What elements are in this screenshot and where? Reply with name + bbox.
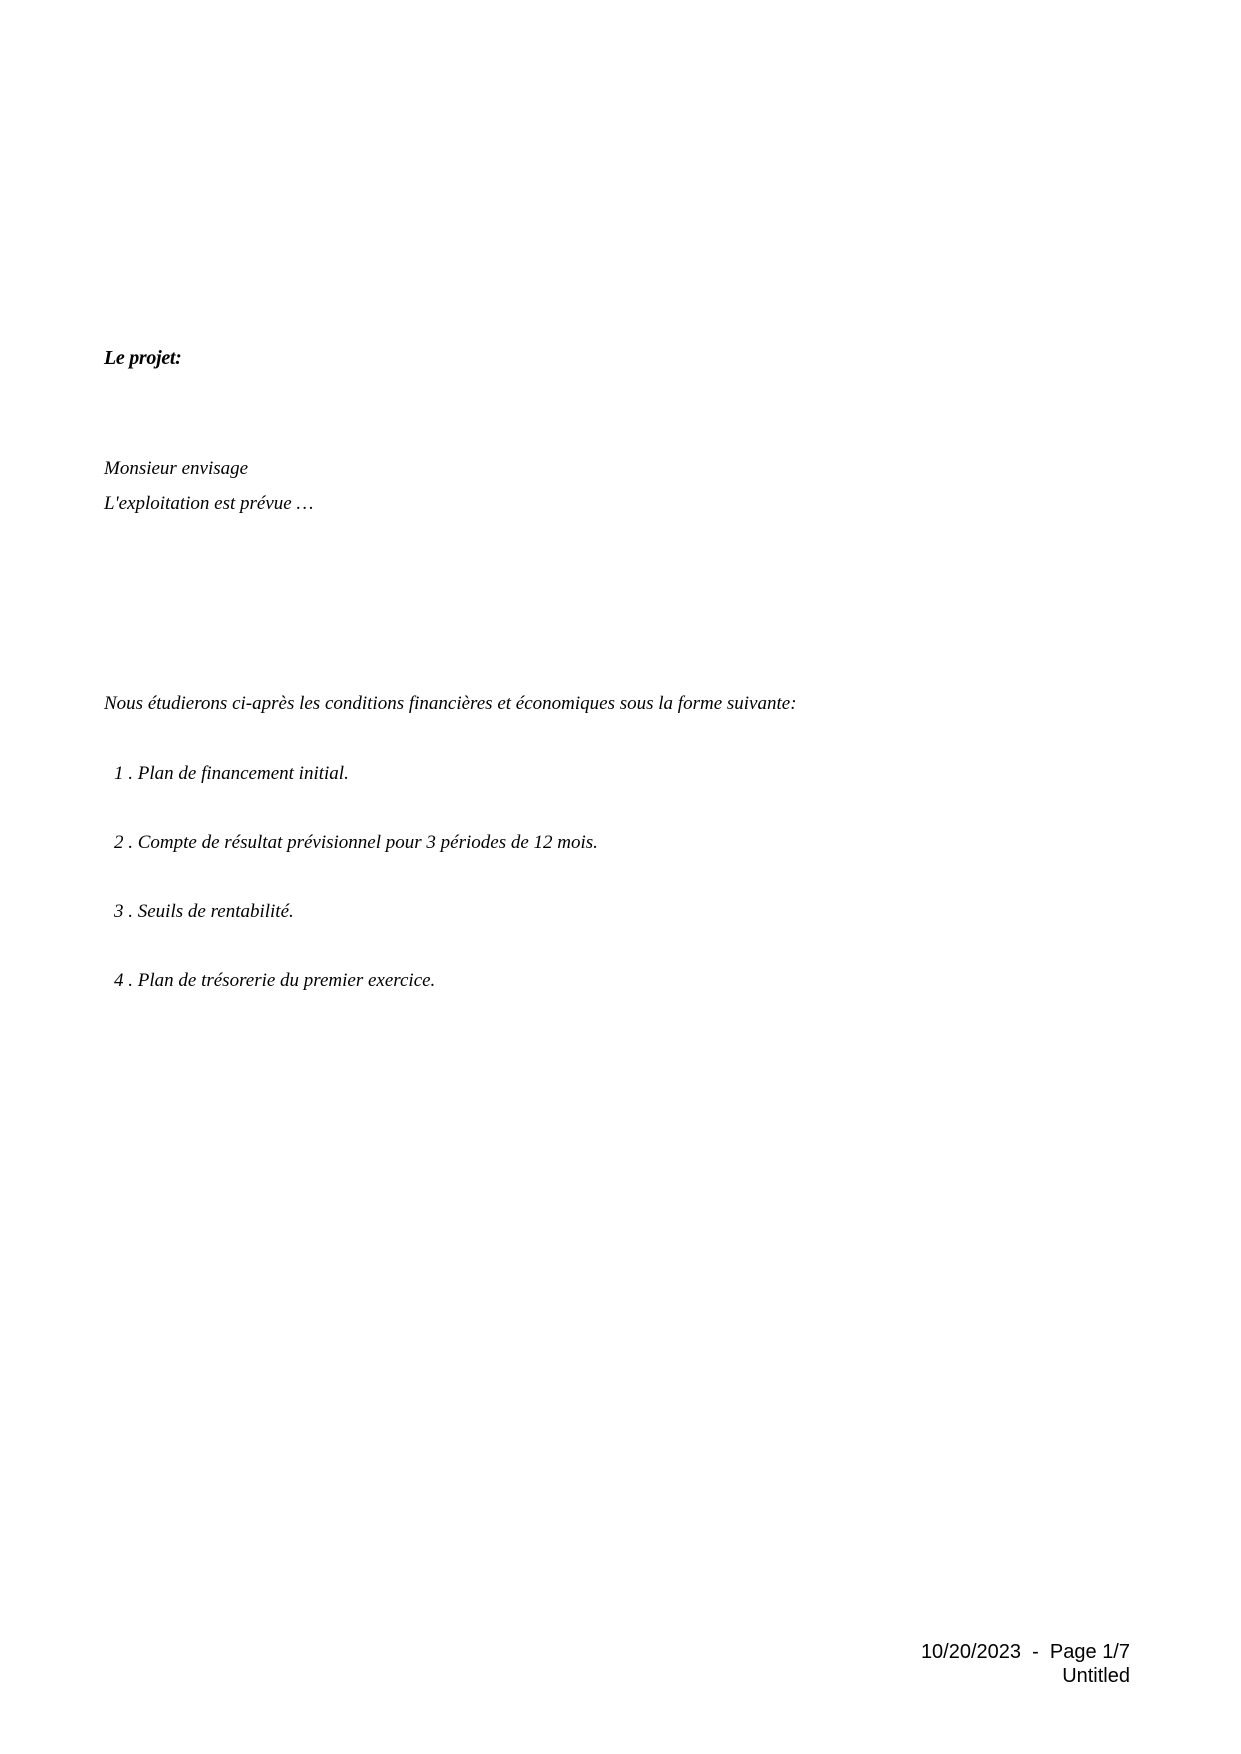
footer-date-page: 10/20/2023 - Page 1/7 <box>920 1641 1130 1663</box>
section-heading: Le projet: <box>104 347 182 369</box>
intro-line: Monsieur envisage <box>104 458 249 479</box>
study-sentence: Nous étudierons ci-après les conditions financières et économiques sous la forme suivante: <box>104 693 797 714</box>
plan-item: 3 . Seuils de rentabilité. <box>114 901 294 922</box>
plan-list <box>114 762 598 1038</box>
footer-doc-title: Untitled <box>1062 1665 1130 1687</box>
page-footer <box>921 1640 1130 1688</box>
intro-line: L'exploitation est prévue … <box>104 493 314 514</box>
intro-paragraph <box>104 451 313 521</box>
plan-item: 2 . Compte de résultat prévisionnel pour 3 périodes de 12 mois. <box>114 832 598 853</box>
plan-item: 4 . Plan de trésorerie du premier exercice. <box>114 970 436 991</box>
plan-item: 1 . Plan de financement initial. <box>114 763 349 784</box>
